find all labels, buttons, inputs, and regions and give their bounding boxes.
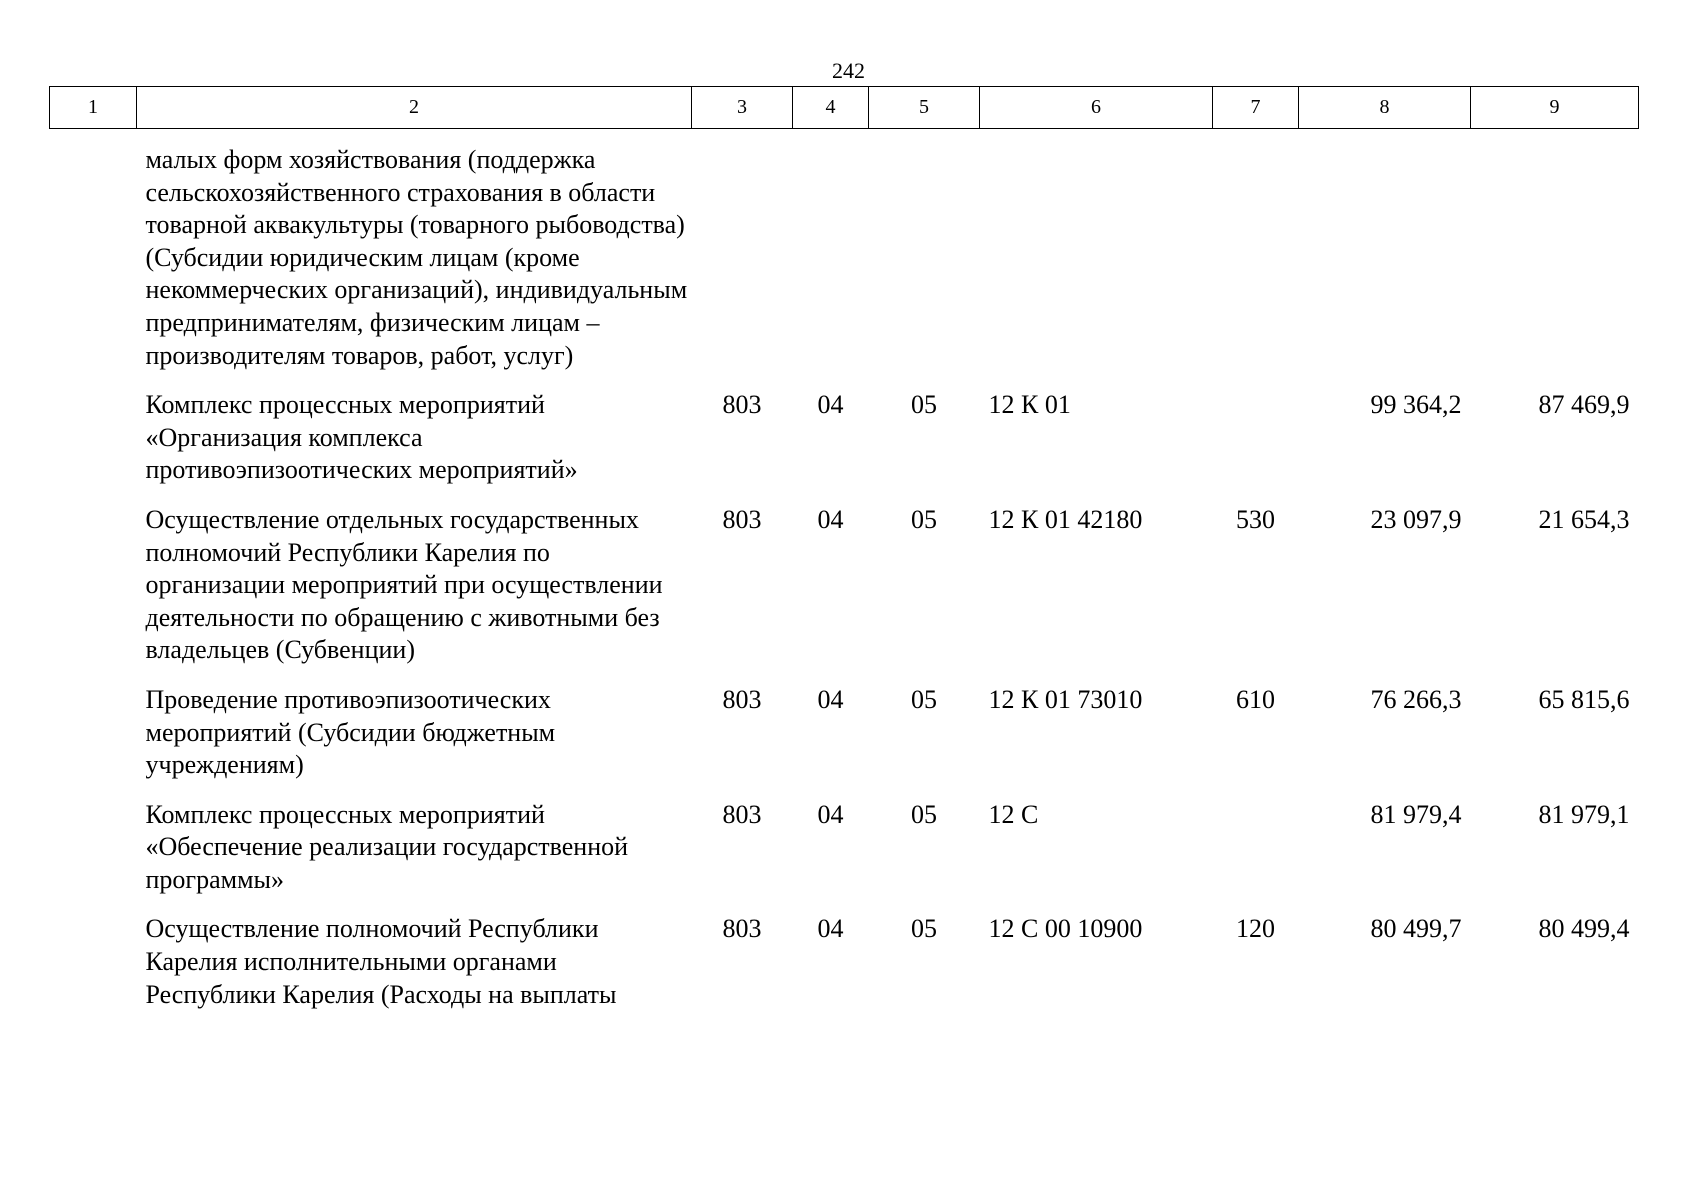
- cell-col-3: 803: [722, 799, 762, 829]
- cell-col-4: [793, 129, 869, 390]
- cell-col-5: 05: [911, 914, 937, 944]
- column-header-3: 3: [692, 87, 793, 129]
- column-header-2: 2: [137, 87, 692, 129]
- cell-col-1: [50, 684, 137, 799]
- column-header-1: 1: [50, 87, 137, 129]
- cell-col-9: 87 469,9: [1538, 390, 1630, 420]
- table-row: [50, 129, 1639, 390]
- cell-col-9: 65 815,6: [1538, 684, 1630, 714]
- cell-col-3: 803: [722, 684, 762, 714]
- cell-col-8: 81 979,4: [1370, 799, 1462, 829]
- cell-col-3: 803: [722, 914, 762, 944]
- column-header-6: 6: [980, 87, 1213, 129]
- cell-col-9: [1471, 129, 1639, 390]
- cell-col-6: 12 С 00 10900: [988, 914, 1143, 944]
- cell-col-1: [50, 129, 137, 390]
- page-number: 242: [832, 58, 865, 83]
- cell-col-7: [1213, 129, 1299, 390]
- cell-col-8: 23 097,9: [1370, 504, 1462, 534]
- cell-col-4: 04: [817, 914, 844, 944]
- cell-col-3: [692, 129, 793, 390]
- cell-col-3: 803: [722, 504, 762, 534]
- cell-col-1: [50, 504, 137, 684]
- column-header-5: 5: [869, 87, 980, 129]
- row-description: Осуществление отдельных государственных полномочий Республики Карелия по организации мероприятий при осуществлении деятельности по обращению с животными без владельцев (Субвенции): [145, 504, 663, 665]
- table-row: [50, 913, 1639, 1028]
- cell-col-5: 05: [911, 504, 937, 534]
- cell-col-8: 80 499,7: [1370, 914, 1462, 944]
- cell-col-4: 04: [817, 799, 844, 829]
- column-header-7: 7: [1213, 87, 1299, 129]
- cell-col-5: 05: [911, 799, 937, 829]
- cell-col-1: [50, 913, 137, 1028]
- column-header-4: 4: [793, 87, 869, 129]
- column-header-9: 9: [1471, 87, 1639, 129]
- cell-col-5: [869, 129, 980, 390]
- cell-col-5: 05: [911, 390, 937, 420]
- cell-col-9: 81 979,1: [1538, 799, 1630, 829]
- cell-col-4: 04: [817, 504, 844, 534]
- cell-col-3: 803: [722, 390, 762, 420]
- cell-col-1: [50, 799, 137, 914]
- cell-col-8: 99 364,2: [1370, 390, 1462, 420]
- row-description: Комплекс процессных мероприятий «Организация комплекса противоэпизоотических мероприятий»: [145, 390, 578, 485]
- row-description: Комплекс процессных мероприятий «Обеспечение реализации государственной программы»: [145, 799, 629, 894]
- cell-col-6: 12 К 01: [988, 390, 1071, 420]
- cell-col-4: 04: [817, 390, 844, 420]
- cell-col-6: [980, 129, 1213, 390]
- cell-col-6: 12 С: [988, 799, 1039, 829]
- table-row: [50, 799, 1639, 914]
- row-description: малых форм хозяйствования (поддержка сельскохозяйственного страхования в области товарной аквакультуры (товарного рыбоводства) (Субсидии юридическим лицам (кроме некоммерческих организаций), индивидуальным предпринимателям, физическим лицам – производителям товаров, работ, услуг): [145, 145, 688, 370]
- cell-col-4: 04: [817, 684, 844, 714]
- column-header-8: 8: [1299, 87, 1471, 129]
- cell-col-7: 120: [1236, 914, 1275, 944]
- table-row: [50, 389, 1639, 504]
- cell-col-7: 530: [1236, 504, 1275, 534]
- cell-col-7: [1213, 389, 1299, 504]
- table-row: [50, 684, 1639, 799]
- cell-col-8: 76 266,3: [1370, 684, 1462, 714]
- table-row: [50, 504, 1639, 684]
- cell-col-8: [1299, 129, 1471, 390]
- cell-col-6: 12 К 01 73010: [988, 684, 1143, 714]
- cell-col-7: [1213, 799, 1299, 914]
- cell-col-1: [50, 389, 137, 504]
- budget-table: [49, 86, 1639, 1028]
- cell-col-9: 21 654,3: [1538, 504, 1630, 534]
- column-number-header-row: [50, 87, 1639, 129]
- cell-col-6: 12 К 01 42180: [988, 504, 1143, 534]
- cell-col-5: 05: [911, 684, 937, 714]
- row-description: Осуществление полномочий Республики Карелия исполнительными органами Республики Карелия (Расходы на выплаты: [145, 914, 617, 1009]
- cell-col-7: 610: [1236, 684, 1275, 714]
- row-description: Проведение противоэпизоотических мероприятий (Субсидии бюджетным учреждениям): [145, 684, 556, 780]
- cell-col-9: 80 499,4: [1538, 914, 1630, 944]
